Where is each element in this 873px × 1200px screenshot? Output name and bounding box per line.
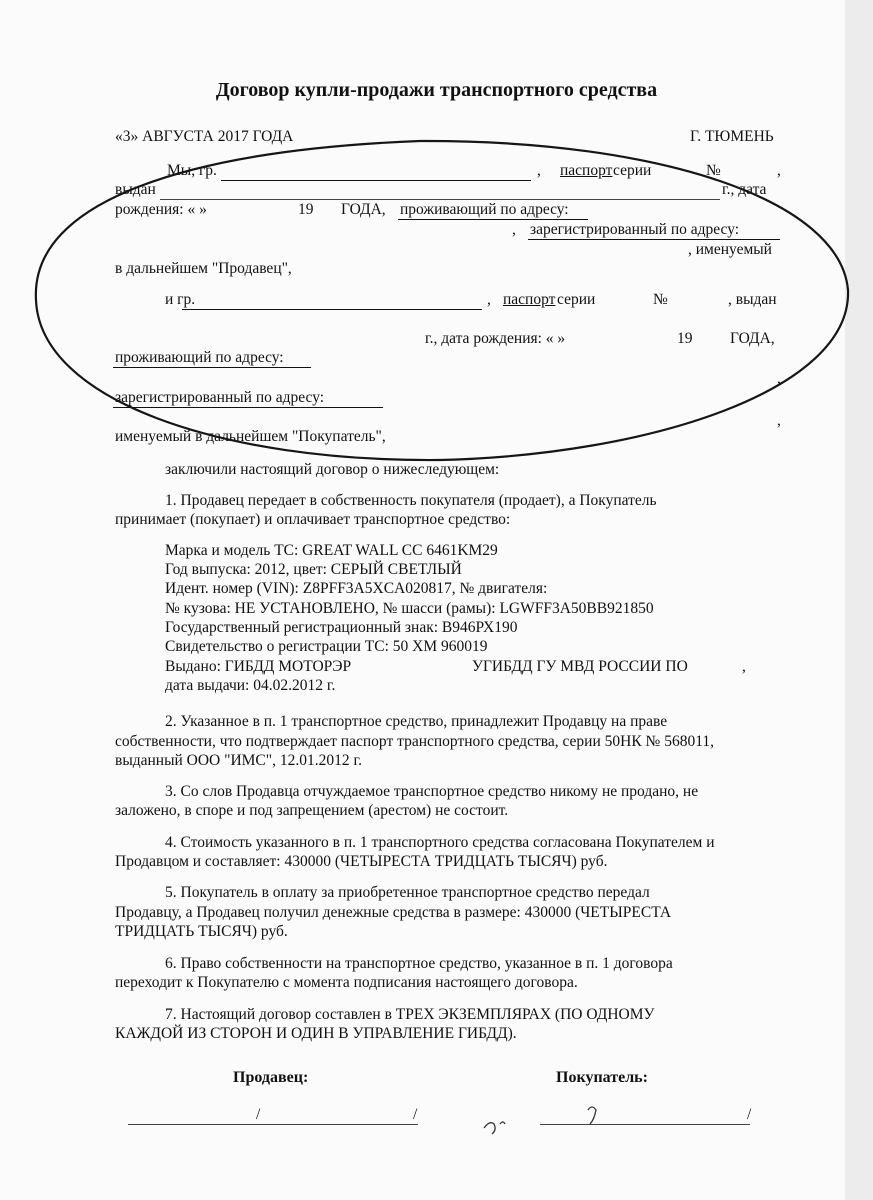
buyer-registered-underline xyxy=(113,407,383,408)
contract-date: «3» АВГУСТА 2017 ГОДА xyxy=(115,128,294,145)
vehicle-make: Марка и модель ТС: GREAT WALL CC 6461KM29 xyxy=(165,542,498,559)
document-title: Договор купли-продажи транспортного средства xyxy=(215,79,658,101)
vehicle-cert: Свидетельство о регистрации ТС: 50 ХМ 960019 xyxy=(165,638,488,655)
comma: , xyxy=(512,221,516,238)
clause-4-line-1: 4. Стоимость указанного в п. 1 транспортного средства согласована Покупателем и xyxy=(165,834,715,851)
clause-2-line-3: выданный ООО "ИМС", 12.01.2012 г. xyxy=(115,752,362,769)
comma: , xyxy=(537,162,541,179)
buyer-role: именуемый в дальнейшем "Покупатель", xyxy=(115,428,386,445)
buyer-living-label: проживающий по адресу: xyxy=(115,349,284,366)
vehicle-issued-by: Выдано: ГИБДД МОТОРЭР xyxy=(165,658,352,675)
vehicle-plate: Государственный регистрационный знак: В946РХ190 xyxy=(165,619,518,636)
comma: , xyxy=(777,370,781,387)
seller-signature-line xyxy=(128,1124,418,1125)
clause-1-line-1: 1. Продавец передает в собственность покупателя (продает), а Покупатель xyxy=(165,492,657,509)
buyer-passport-label: паспорт xyxy=(503,291,556,308)
buyer-name-line xyxy=(182,309,482,310)
scan-edge xyxy=(845,0,873,1200)
seller-issued-date-label: г., дата xyxy=(722,181,767,198)
seller-living-underline xyxy=(398,219,588,220)
seller-intro: Мы, гр. xyxy=(167,162,217,179)
clause-6-line-1: 6. Право собственности на транспортное средство, указанное в п. 1 договора xyxy=(165,955,673,972)
seller-birth-year: 19 xyxy=(298,201,314,218)
buyer-series-label: серии xyxy=(557,291,596,308)
buyer-living-underline xyxy=(113,367,311,368)
seller-registered-underline xyxy=(528,239,780,240)
clause-7-line-2: КАЖДОЙ ИЗ СТОРОН И ОДИН В УПРАВЛЕНИЕ ГИБДД). xyxy=(115,1025,517,1042)
comma: , xyxy=(487,291,491,308)
vehicle-year: Год выпуска: 2012, цвет: СЕРЫЙ СВЕТЛЫЙ xyxy=(165,561,462,578)
buyer-number-label: № xyxy=(653,291,668,308)
buyer-issued-label: , выдан xyxy=(728,291,777,308)
vehicle-vin: Идент. номер (VIN): Z8PFF3A5XCA020817, № двигателя: xyxy=(165,580,548,597)
buyer-signature-label: Покупатель: xyxy=(556,1069,648,1086)
clause-5-line-1: 5. Покупатель в оплату за приобретенное транспортное средство передал xyxy=(165,884,650,901)
seller-living-label: проживающий по адресу: xyxy=(400,201,569,218)
contract-intro: заключили настоящий договор о нижеследующем: xyxy=(165,461,500,478)
clause-1-line-2: принимает (покупает) и оплачивает транспортное средство: xyxy=(115,511,511,528)
clause-4-line-2: Продавцом и составляет: 430000 (ЧЕТЫРЕСТА ТРИДЦАТЬ ТЫСЯЧ) руб. xyxy=(115,853,608,870)
contract-city: Г. ТЮМЕНЬ xyxy=(690,128,774,145)
buyer-signature-slash-end: / xyxy=(747,1106,752,1123)
seller-goda: ГОДА, xyxy=(341,201,386,218)
seller-passport-label: паспорт xyxy=(560,162,613,179)
seller-role: в дальнейшем "Продавец", xyxy=(115,260,292,277)
comma: , xyxy=(742,658,746,675)
seller-signature-slash-end: / xyxy=(413,1106,418,1123)
seller-registered-label: зарегистрированный по адресу: xyxy=(530,221,740,238)
clause-3-line-1: 3. Со слов Продавца отчуждаемое транспортное средство никому не продано, не xyxy=(165,783,699,800)
buyer-birth-year: 19 xyxy=(677,330,693,347)
buyer-registered-label: зарегистрированный по адресу: xyxy=(115,389,325,406)
clause-2-line-1: 2. Указанное в п. 1 транспортное средство, принадлежит Продавцу на праве xyxy=(165,713,668,730)
buyer-birth-label: г., дата рождения: « » xyxy=(425,330,566,347)
clause-6-line-2: переходит к Покупателю с момента подписания настоящего договора. xyxy=(115,974,578,991)
clause-2-line-2: собственности, что подтверждает паспорт транспортного средства, серии 50НК № 568011, xyxy=(115,733,714,750)
vehicle-body: № кузова: НЕ УСТАНОВЛЕНО, № шасси (рамы): LGWFF3A50BB921850 xyxy=(165,600,654,617)
seller-signature-label: Продавец: xyxy=(233,1069,309,1086)
buyer-intro: и гр. xyxy=(165,291,196,308)
vehicle-issue-date: дата выдачи: 04.02.2012 г. xyxy=(165,677,336,694)
clause-5-line-3: ТРИДЦАТЬ ТЫСЯЧ) руб. xyxy=(115,923,288,940)
clause-3-line-2: заложено, в споре и под запрещением (арестом) не состоит. xyxy=(115,802,509,819)
buyer-goda: ГОДА, xyxy=(730,330,775,347)
clause-7-line-1: 7. Настоящий договор составлен в ТРЕХ ЭКЗЕМПЛЯРАХ (ПО ОДНОМУ xyxy=(165,1006,655,1023)
seller-name-line xyxy=(221,180,531,181)
seller-birth-label: рождения: « » xyxy=(115,201,207,218)
comma: , xyxy=(777,412,781,429)
seller-issued-line xyxy=(160,199,720,200)
seller-issued-label: выдан xyxy=(115,181,156,198)
seller-signature-slash: / xyxy=(256,1106,261,1123)
clause-5-line-2: Продавцу, а Продавец получил денежные средства в размере: 430000 (ЧЕТЫРЕСТА xyxy=(115,904,672,921)
seller-named-label: , именуемый xyxy=(688,241,772,258)
vehicle-issued-by-2: УГИБДД ГУ МВД РОССИИ ПО xyxy=(472,658,688,675)
seller-number-label: № xyxy=(706,162,721,179)
buyer-signature-line xyxy=(540,1124,750,1125)
seller-series-label: серии xyxy=(613,162,652,179)
comma: , xyxy=(777,162,781,179)
